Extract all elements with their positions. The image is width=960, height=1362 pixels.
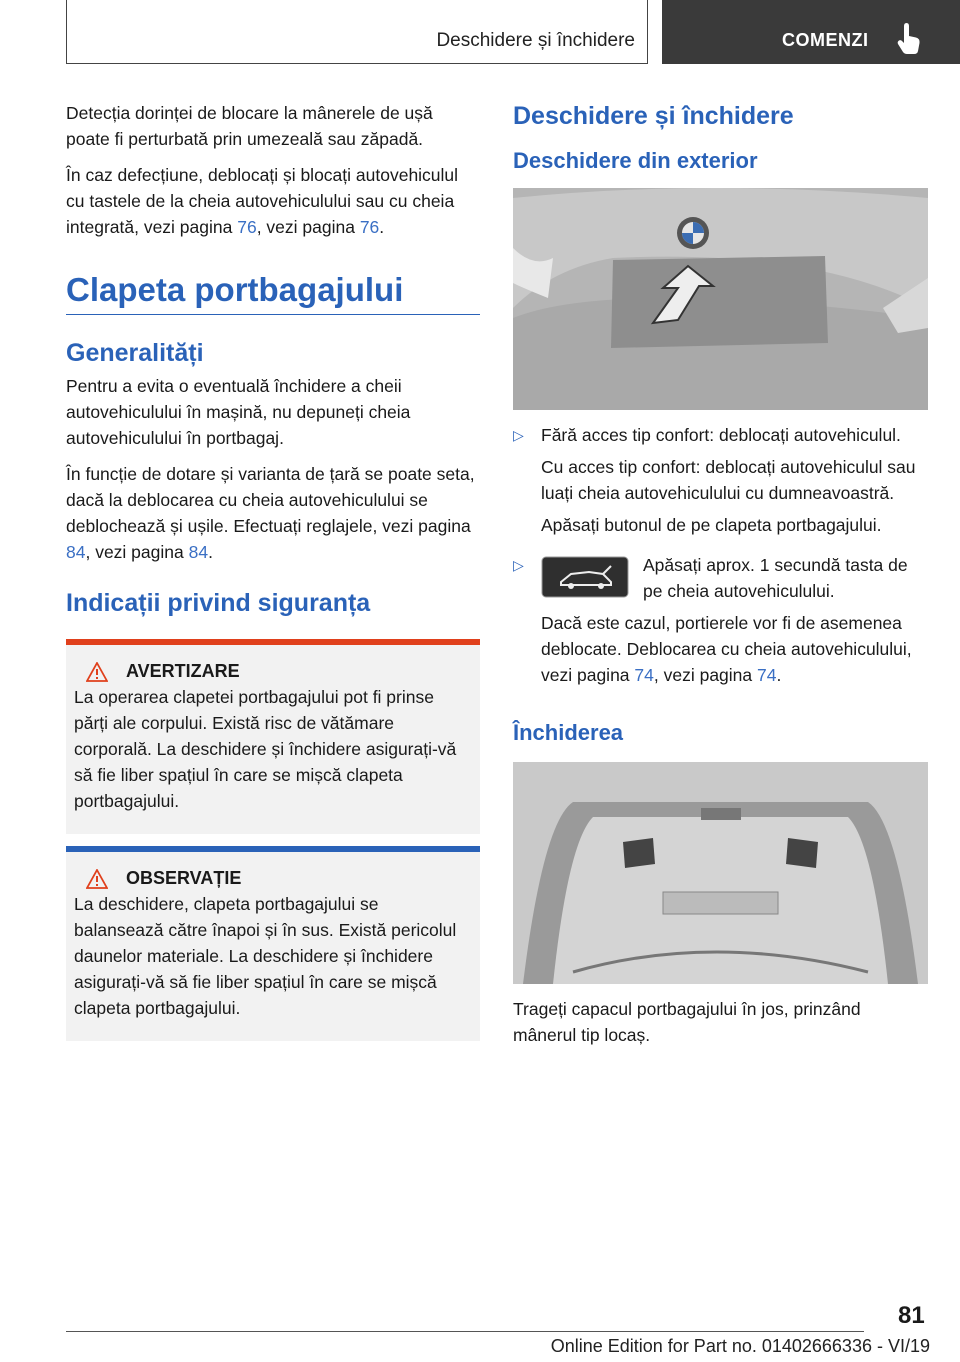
page-link[interactable]: 76 — [359, 217, 380, 237]
footer-edition: Online Edition for Part no. 01402666336 - VI/19 — [550, 1336, 930, 1356]
subsection-open-outside-heading: Deschidere din exterior — [513, 148, 758, 173]
paragraph-general: Pentru a evita o eventuală închidere a cheii autovehiculului în mașină, nu depuneți cheia autovehiculului în portbagaj. — [66, 376, 411, 448]
trunk-key-button-icon — [541, 556, 629, 598]
subsection-close-heading: Închiderea — [513, 720, 624, 745]
warning-title: AVERTIZARE — [126, 661, 240, 681]
paragraph-lock-detection: Detecția dorinței de blocare la mânerele de ușă poate fi perturbată prin umezeală sau zăpadă. — [66, 103, 433, 149]
chapter-heading-wrap — [66, 270, 480, 315]
list-item: ▷ Fără acces tip confort: deblocați autovehiculul. Cu acces tip confort: deblocați autovehiculul sau luați cheia autovehiculului cu dumneavoastră. Apăsați butonul de pe clapeta portbagajului. — [513, 422, 928, 544]
note-box — [66, 846, 480, 1041]
triangle-bullet-icon: ▷ — [513, 557, 524, 573]
warning-triangle-icon — [86, 662, 108, 682]
warning-triangle-icon — [86, 869, 108, 889]
paragraph-doors-unlock: Dacă este cazul, portierele vor fi de asemenea deblocate. Deblocarea cu cheia autovehiculului, vezi pagina 74, vezi pagina 74. — [541, 613, 912, 685]
paragraph-defect: În caz defecțiune, deblocați și blocați autovehiculul cu tastele de la cheia autovehiculului sau cu cheia integrată, vezi pagina 76, vezi pagina 76. — [66, 165, 459, 237]
paragraph-close: Trageți capacul portbagajului în jos, prinzând mânerul tip locaș. — [513, 999, 861, 1045]
page-link[interactable]: 84 — [66, 542, 86, 562]
page-link[interactable]: 74 — [634, 665, 654, 685]
header-section-box — [66, 0, 648, 64]
trunk-interior-photo — [513, 762, 928, 984]
right-column — [513, 100, 928, 1058]
header-tab[interactable] — [662, 0, 960, 64]
warning-text: La operarea clapetei portbagajului pot fi prinse părți ale corpului. Există risc de vătămare corporală. La deschidere și închidere asigurați-vă să fie liber spațiul în care se mișcă clapeta portbagajului. — [74, 687, 457, 811]
page-number: 81 — [898, 1302, 925, 1329]
page-link[interactable]: 84 — [188, 542, 209, 562]
section-safety-heading: Indicații privind siguranța — [66, 589, 371, 617]
list-item: ▷ Apăsați aprox. 1 secundă tasta de pe cheia autovehiculului. Dacă este cazul, portierele vor fi de asemenea deblocate. Deblocarea cu cheia autovehiculului, vezi pagina 74, vezi pagina 74. — [513, 552, 928, 694]
section-general-heading: Generalități — [66, 339, 204, 367]
left-column — [66, 100, 480, 1041]
page-link[interactable]: 74 — [757, 665, 777, 685]
warning-box — [66, 639, 480, 834]
chapter-title: Clapeta portbagajului — [66, 271, 404, 308]
page-link[interactable]: 76 — [237, 217, 257, 237]
hand-pointer-icon — [896, 22, 922, 56]
paragraph-settings: În funcție de dotare și varianta de țară se poate seta, dacă la deblocarea cu cheia autovehiculului se deblochează și ușile. Efectuați reglajele, vezi pagina 84, vezi pagina 84. — [66, 464, 475, 562]
footer-divider — [66, 1331, 864, 1332]
trunk-exterior-photo — [513, 188, 928, 410]
header-section-title: Deschidere și închidere — [436, 30, 635, 51]
header-tab-label: COMENZI — [782, 30, 869, 50]
note-text: La deschidere, clapeta portbagajului se balansează către înapoi și în sus. Există pericolul daunelor materiale. La deschidere și închidere asigurați-vă să fie liber spațiul în care se mișcă clapeta portbagajului. — [74, 894, 457, 1018]
triangle-bullet-icon: ▷ — [513, 427, 524, 443]
note-title: OBSERVAȚIE — [126, 868, 242, 888]
section-open-close-heading: Deschidere și închidere — [513, 102, 794, 130]
